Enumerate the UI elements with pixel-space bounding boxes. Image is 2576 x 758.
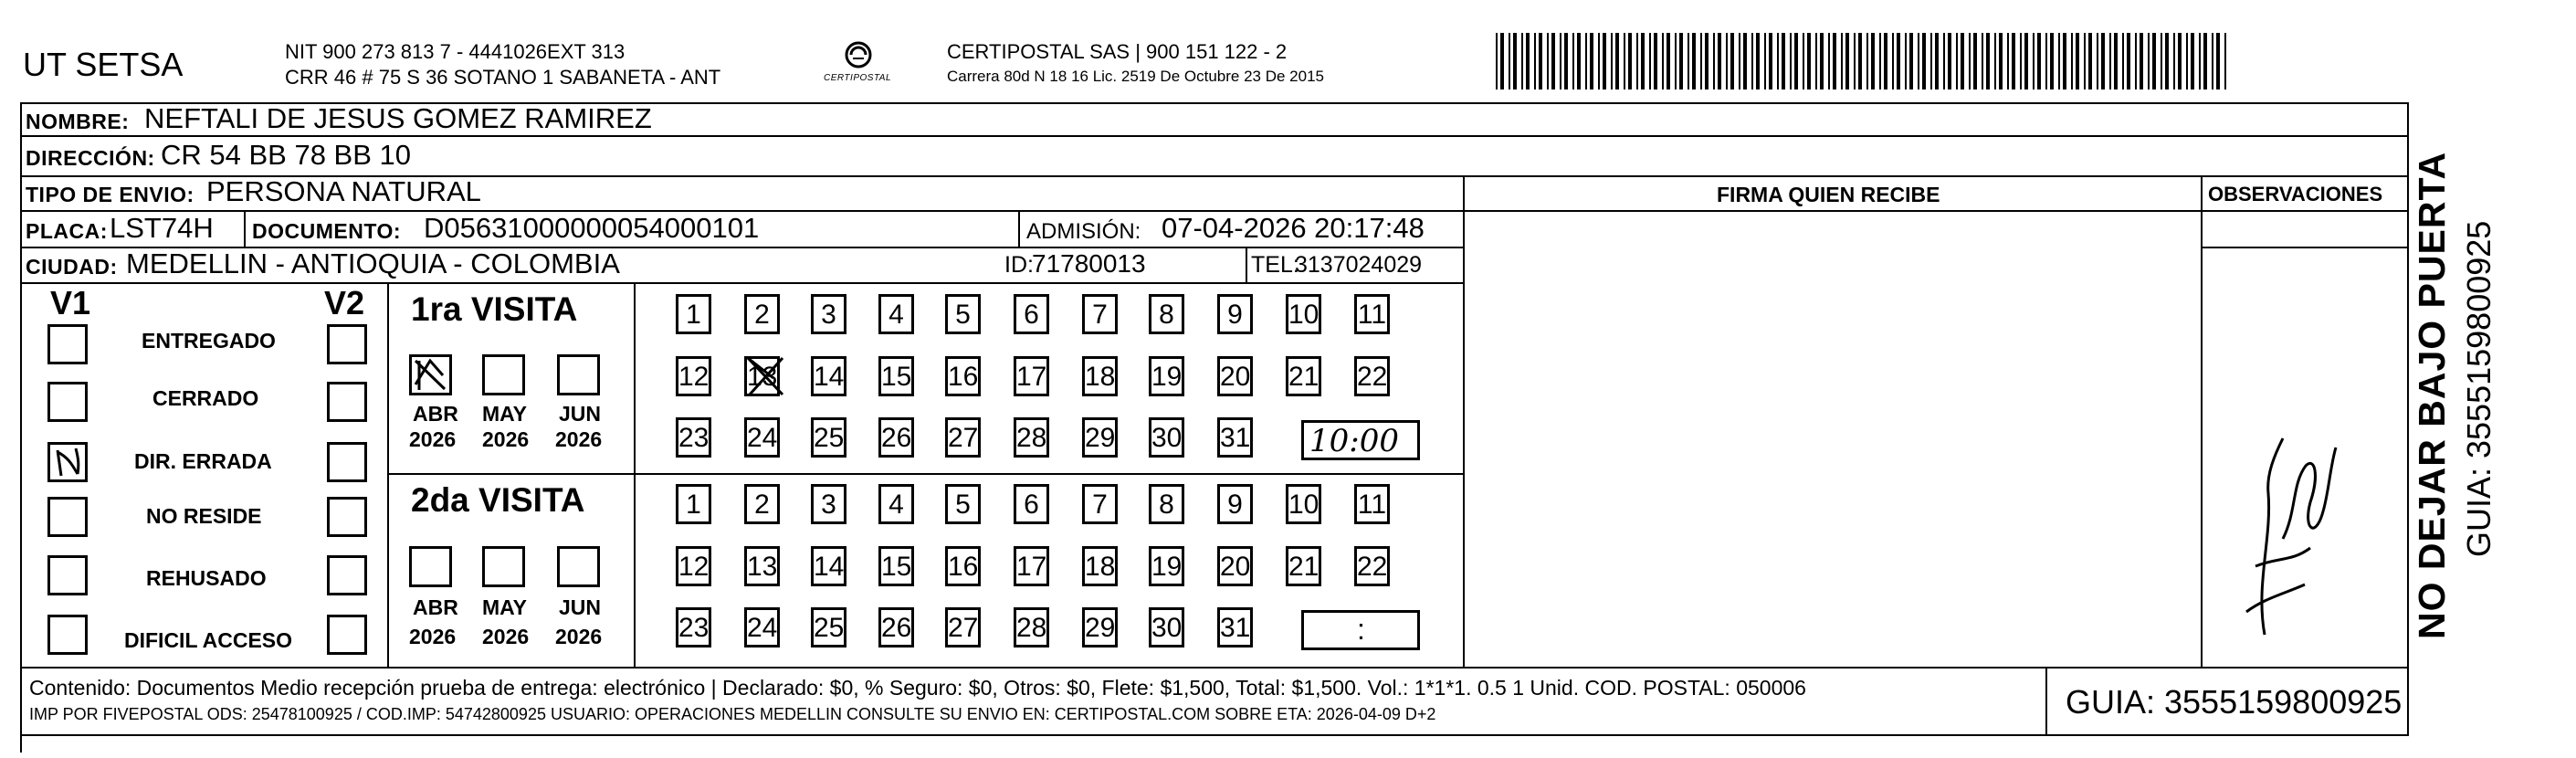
footer-guia-divider [2045, 667, 2047, 736]
v1-checkbox[interactable] [47, 497, 88, 537]
footer-bottom-border [20, 734, 2409, 736]
imp-line: IMP POR FIVEPOSTAL ODS: 25478100925 / COD.IMP: 54742800925 USUARIO: OPERACIONES MEDELLIN CONSULTE SU ENVIO EN: CERTIPOSTAL.COM SOBRE ETA: 2026-04-09 D+2 [29, 705, 1436, 723]
month-label: JUN [559, 402, 602, 426]
day-box[interactable]: 6 [1014, 294, 1049, 334]
day-box[interactable]: 4 [878, 484, 914, 524]
day-box[interactable]: 15 [878, 546, 914, 586]
day-box[interactable]: 31 [1217, 607, 1253, 647]
day-box[interactable]: 10 [1286, 294, 1321, 334]
frame-left [20, 102, 22, 753]
day-box[interactable]: 22 [1354, 356, 1390, 396]
day-box[interactable]: 5 [945, 484, 981, 524]
certipostal-logo [822, 38, 895, 93]
month-checkbox-abr[interactable] [409, 354, 452, 395]
month-checkbox-jun[interactable] [557, 546, 600, 587]
company-name: UT SETSA [23, 46, 184, 83]
v1-checkbox[interactable] [47, 324, 88, 364]
observaciones-label: OBSERVACIONES [2208, 183, 2383, 205]
day-box[interactable]: 18 [1082, 356, 1118, 396]
day-box[interactable]: 25 [811, 607, 846, 647]
visit-divider [387, 473, 1463, 475]
month-label: ABR [413, 402, 458, 426]
day-box[interactable]: 21 [1286, 546, 1321, 586]
observaciones-left-border [2201, 175, 2203, 667]
second-visit-time: : [1357, 613, 1365, 646]
barcode [1496, 33, 2231, 89]
first-visit-time-box[interactable] [1301, 420, 1420, 460]
day-box[interactable]: 20 [1217, 356, 1253, 396]
footer-right-border [2407, 667, 2409, 736]
v2-label: V2 [324, 284, 365, 321]
ciudad-value: MEDELLIN - ANTIOQUIA - COLOMBIA [126, 247, 620, 279]
day-box[interactable]: 13 [744, 356, 780, 396]
check-mark-icon [412, 357, 449, 393]
no-dejar-bajo-puerta: NO DEJAR BAJO PUERTA [2411, 151, 2453, 639]
day-box[interactable]: 16 [945, 356, 981, 396]
documento-label: DOCUMENTO: [252, 219, 402, 243]
v1-checkbox[interactable] [47, 615, 88, 655]
day-box[interactable]: 12 [676, 356, 711, 396]
year-label: 2026 [482, 427, 530, 451]
day-box[interactable]: 29 [1082, 607, 1118, 647]
day-box[interactable]: 27 [945, 417, 981, 458]
month-checkbox-jun[interactable] [557, 354, 600, 395]
footer-top-border [20, 667, 2409, 669]
day-box[interactable]: 26 [878, 607, 914, 647]
day-box[interactable]: 8 [1149, 484, 1184, 524]
v2-checkbox[interactable] [327, 555, 367, 595]
day-box[interactable]: 14 [811, 546, 846, 586]
day-box[interactable]: 8 [1149, 294, 1184, 334]
day-box[interactable]: 20 [1217, 546, 1253, 586]
day-box[interactable]: 18 [1082, 546, 1118, 586]
address-line: CRR 46 # 75 S 36 SOTANO 1 SABANETA - ANT [285, 66, 721, 89]
v1-checkbox[interactable] [47, 382, 88, 422]
day-box[interactable]: 15 [878, 356, 914, 396]
row-divider [20, 282, 1463, 284]
ciudad-label: CIUDAD: [26, 255, 118, 279]
v1-label: V1 [50, 284, 91, 321]
second-visit-time-box[interactable] [1301, 610, 1420, 650]
month-label: ABR [413, 595, 458, 619]
nombre-label: NOMBRE: [26, 110, 130, 133]
tel-value: 3137024029 [1295, 252, 1423, 278]
signature-scribble [2228, 402, 2347, 639]
day-box[interactable]: 17 [1014, 546, 1049, 586]
tipo-envio-label: TIPO DE ENVIO: [26, 183, 195, 206]
day-box[interactable]: 10 [1286, 484, 1321, 524]
day-box[interactable]: 2 [744, 484, 780, 524]
day-box[interactable]: 3 [811, 484, 846, 524]
v2-checkbox[interactable] [327, 615, 367, 655]
day-box[interactable]: 14 [811, 356, 846, 396]
field-divider [244, 210, 246, 247]
firma-label: FIRMA QUIEN RECIBE [1717, 183, 1940, 206]
year-label: 2026 [555, 427, 603, 451]
day-box[interactable]: 13 [744, 546, 780, 586]
day-box[interactable]: 9 [1217, 484, 1253, 524]
month-days-divider [634, 282, 636, 667]
admision-label: ADMISIÓN: [1026, 219, 1141, 244]
month-label: MAY [482, 595, 527, 619]
day-box[interactable]: 30 [1149, 417, 1184, 458]
day-box[interactable]: 28 [1014, 607, 1049, 647]
day-box[interactable]: 30 [1149, 607, 1184, 647]
v2-checkbox[interactable] [327, 442, 367, 482]
side-guia: GUIA: 3555159800925 [2460, 220, 2497, 557]
day-box[interactable]: 2 [744, 294, 780, 334]
row-divider [20, 135, 2409, 137]
day-box[interactable]: 24 [744, 417, 780, 458]
tipo-envio-value: PERSONA NATURAL [206, 175, 481, 207]
v1-checkbox[interactable] [47, 555, 88, 595]
month-checkbox-abr[interactable] [409, 546, 452, 587]
day-box[interactable]: 12 [676, 546, 711, 586]
year-label: 2026 [409, 625, 457, 648]
day-box[interactable]: 6 [1014, 484, 1049, 524]
footer-guia: GUIA: 3555159800925 [2066, 683, 2403, 721]
day-box[interactable]: 21 [1286, 356, 1321, 396]
day-box[interactable]: 28 [1014, 417, 1049, 458]
logo-text: CERTIPOSTAL [824, 73, 892, 83]
month-checkbox-may[interactable] [482, 546, 525, 587]
placa-label: PLACA: [26, 219, 108, 243]
field-divider [1018, 210, 1020, 247]
month-checkbox-may[interactable] [482, 354, 525, 395]
direccion-label: DIRECCIÓN: [26, 146, 155, 170]
contenido-line: Contenido: Documentos Medio recepción prueba de entrega: electrónico | Declarado: $0, % Seguro: $0, Otros: $0, Flete: $1,500, Total: $1,500. Vol.: 1*1*1. 0.5 1 Unid. COD. POSTAL: 050006 [29, 676, 1806, 700]
month-label: MAY [482, 402, 527, 426]
day-box[interactable]: 16 [945, 546, 981, 586]
status-label: ENTREGADO [142, 329, 276, 353]
day-box[interactable]: 31 [1217, 417, 1253, 458]
v2-checkbox[interactable] [327, 382, 367, 422]
day-cross-mark-icon [742, 353, 788, 406]
placa-value: LST74H [110, 212, 214, 244]
row-divider [1463, 210, 2409, 212]
day-box[interactable]: 11 [1354, 484, 1390, 524]
day-box[interactable]: 27 [945, 607, 981, 647]
id-value: 71780013 [1032, 249, 1146, 278]
second-visit-title: 2da VISITA [411, 481, 585, 519]
month-label: JUN [559, 595, 602, 619]
day-box[interactable]: 1 [676, 294, 711, 334]
first-visit-time: 10:00 [1309, 423, 1399, 459]
v1-checkbox[interactable] [47, 442, 88, 482]
status-label: CERRADO [152, 386, 259, 410]
firma-left-border [1463, 175, 1465, 667]
day-box[interactable]: 5 [945, 294, 981, 334]
admision-value: 07-04-2026 20:17:48 [1162, 212, 1425, 244]
observaciones-right-border [2407, 102, 2409, 667]
row-divider [2201, 247, 2409, 248]
year-label: 2026 [409, 427, 457, 451]
documento-value: D05631000000054000101 [424, 212, 760, 244]
year-label: 2026 [482, 625, 530, 648]
day-box[interactable]: 23 [676, 417, 711, 458]
first-visit-title: 1ra VISITA [411, 290, 578, 328]
day-box[interactable]: 7 [1082, 484, 1118, 524]
day-box[interactable]: 26 [878, 417, 914, 458]
v2-checkbox[interactable] [327, 497, 367, 537]
day-box[interactable]: 25 [811, 417, 846, 458]
day-box[interactable]: 22 [1354, 546, 1390, 586]
certipostal-line: CERTIPOSTAL SAS | 900 151 122 - 2 [947, 40, 1288, 63]
status-label: REHUSADO [146, 566, 267, 590]
nombre-value: NEFTALI DE JESUS GOMEZ RAMIREZ [144, 102, 652, 134]
day-box[interactable]: 4 [878, 294, 914, 334]
direccion-value: CR 54 BB 78 BB 10 [161, 139, 411, 171]
day-box[interactable]: 17 [1014, 356, 1049, 396]
day-box[interactable]: 29 [1082, 417, 1118, 458]
day-box[interactable]: 7 [1082, 294, 1118, 334]
status-label: DIFICIL ACCESO [124, 628, 293, 652]
day-box[interactable]: 24 [744, 607, 780, 647]
day-box[interactable]: 1 [676, 484, 711, 524]
day-box[interactable]: 3 [811, 294, 846, 334]
day-box[interactable]: 19 [1149, 546, 1184, 586]
year-label: 2026 [555, 625, 603, 648]
status-label: DIR. ERRADA [134, 449, 272, 473]
status-label: NO RESIDE [146, 504, 262, 528]
day-box[interactable]: 23 [676, 607, 711, 647]
field-divider [1246, 247, 1247, 282]
day-box[interactable]: 11 [1354, 294, 1390, 334]
check-mark-icon [50, 445, 85, 479]
license-line: Carrera 80d N 18 16 Lic. 2519 De Octubre 23 De 2015 [947, 68, 1324, 85]
id-label: ID: [1004, 252, 1034, 278]
tel-label: TEL: [1251, 252, 1299, 278]
day-box[interactable]: 9 [1217, 294, 1253, 334]
v2-checkbox[interactable] [327, 324, 367, 364]
nit-line: NIT 900 273 813 7 - 4441026EXT 313 [285, 40, 626, 63]
day-box[interactable]: 19 [1149, 356, 1184, 396]
